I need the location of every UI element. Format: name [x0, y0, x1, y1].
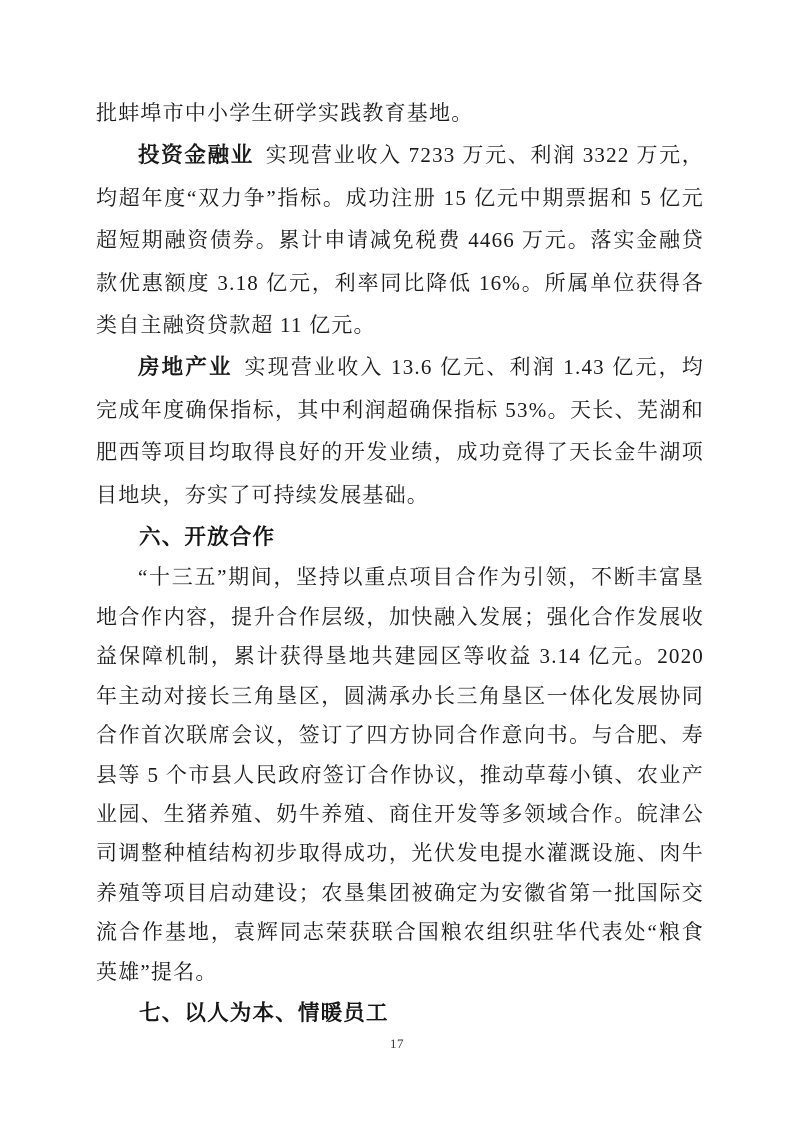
section-heading-open-cooperation: 六、开放合作 — [139, 525, 276, 550]
page-number: 17 — [390, 1036, 404, 1051]
paragraph-real-estate — [96, 346, 704, 516]
paragraph-continuation: 批蚌埠市中小学生研学实践教育基地。 — [96, 101, 474, 125]
paragraph-text-real-estate: 实现营业收入 13.6 亿元、利润 1.43 亿元，均完成年度确保指标，其中利润超确保指标 53%。天长、芜湖和肥西等项目均取得良好的开发业绩，成功竞得了天长金牛湖项目地块，夯实了可持续发展基础。 — [96, 355, 704, 507]
paragraph-cooperation: “十三五”期间，坚持以重点项目合作为引领，不断丰富垦地合作内容，提升合作层级，加快融入发展；强化合作发展收益保障机制，累计获得垦地共建园区等收益 3.14 亿元。2020 年主动对接长三角垦区，圆满承办长三角垦区一体化发展协同合作首次联席会议，签订了四方协同合作意向书。与合肥、寿县等 5 个市县人民政府签订合作协议，推动草莓小镇、农业产业园、生猪养殖、奶牛养殖、商住开发等多领域合作。皖津公司调整种植结构初步取得成功，光伏发电提水灌溉设施、肉牛养殖等项目启动建设；农垦集团被确定为安徽省第一批国际交流合作基地，袁辉同志荣获联合国粮农组织驻华代表处“粮食英雄”提名。 — [96, 565, 704, 984]
paragraph-text-investment: 实现营业收入 7233 万元、利润 3322 万元，均超年度“双力争”指标。成功注册 15 亿元中期票据和 5 亿元超短期融资债券。累计申请减免税费 4466 万元。落实金融贷款优惠额度 3.18 亿元，利率同比降低 16%。所属单位获得各类自主融资贷款超 11 亿元。 — [96, 143, 704, 338]
document-body — [96, 92, 704, 1034]
paragraph-investment — [96, 134, 704, 346]
paragraph-lead-investment: 投资金融业 — [138, 143, 254, 168]
paragraph-lead-real-estate: 房地产业 — [138, 355, 233, 380]
section-heading-people-first: 七、以人为本、情暖员工 — [139, 1000, 389, 1025]
